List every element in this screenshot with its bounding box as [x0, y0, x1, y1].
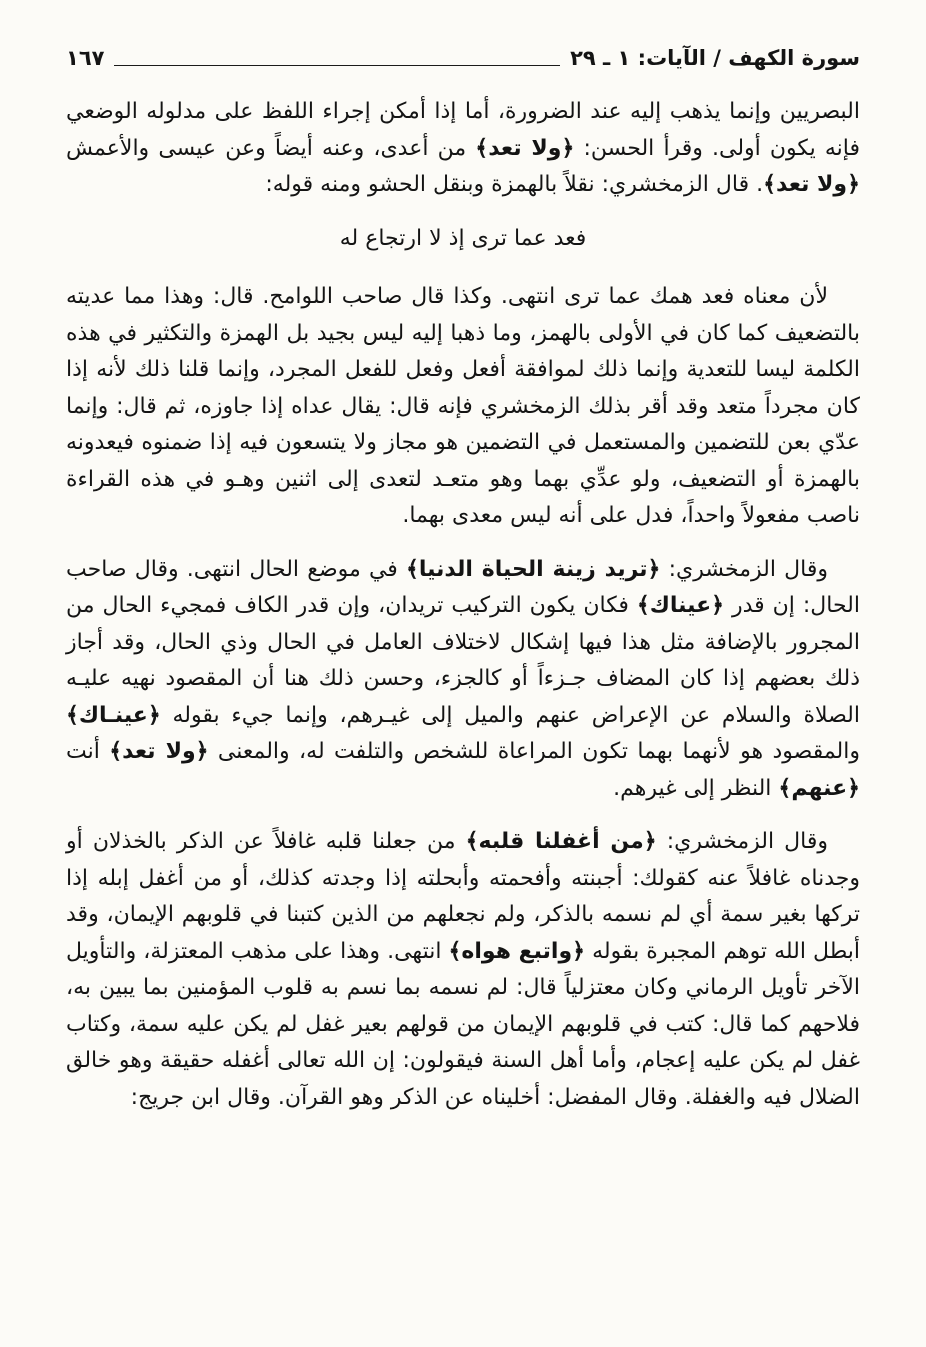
page-body [66, 94, 860, 1116]
text-run: والمقصود هو لأنهما بهما تكون المراعاة للشخص والتلفت له، والمعنى [208, 739, 860, 765]
text-run: في موضع الحال انتهى. وقال صاحب الحال: إن قدر [66, 556, 860, 619]
chapter-title: سورة الكهف / الآيات: ١ ـ ٢٩ [570, 46, 860, 70]
quran-quote: ﴿عينـاك﴾ [66, 702, 161, 728]
poetry-line [66, 221, 860, 258]
text-run: وقال الزمخشري: [660, 556, 828, 582]
text-run: وقال الزمخشري: [656, 829, 829, 855]
text-run: من جعلنا قلبه غافلاً عن الذكر بالخذلان أو وجدناه غافلاً عنه كقولك: أجبنته وأفحمته وأبحلته إذا وجدته كذلك، أو من أغفل إبله إذا تركها بغير سمة أي لم نسمه بالذكر، ولم نجعلهم من الذين كتبنا في قلوبهم الإيمان، وقد أبطل الله توهم المجبرة بقوله [66, 829, 860, 964]
paragraph [66, 552, 860, 808]
text-run: . قال الزمخشري: نقلاً بالهمزة وبنقل الحشو ومنه قوله: [265, 172, 764, 198]
quran-quote: ﴿ولا تعد﴾ [109, 739, 209, 765]
quran-quote: ﴿واتبع هواه﴾ [448, 938, 586, 964]
quran-quote: ﴿ولا تعد﴾ [763, 172, 860, 198]
paragraph [66, 94, 860, 204]
quran-quote: ﴿من أغفلنا قلبه﴾ [465, 829, 657, 855]
paragraph [66, 279, 860, 535]
page-number: ١٦٧ [66, 46, 105, 70]
text-run: فكان يكون التركيب تريدان، وإن قدر الكاف فمجيء الحال من المجرور بالإضافة مثل هذا فيها إشكال لاختلاف العامل في الحال وذي الحال، وقد أجاز ذلك بعضهم إذا كان المضاف جـزءاً أو كالجزء، وحسن ذلك هنا أن المقصود نهيه عليـه الصلاة والسلام عن الإعراض عنهم والميل إلى غيـرهم، وإنما جيء بقوله [66, 593, 860, 728]
text-run: انتهى. وهذا على مذهب المعتزلة، والتأويل الآخر تأويل الرماني وكان معتزلياً قال: لم نسمه بما نسم به قلوب المؤمنين بما يبين به، فلاحهم كما قال: كتب في قلوبهم الإيمان من قولهم بعير غفل لم يكن عليه سمة، وكتاب غفل لم يكن عليه إعجام، وأما أهل السنة فيقولون: إن الله تعالى أغفله حقيقة وهو خالق الضلال فيه والغفلة. وقال المفضل: أخليناه عن الذكر وهو القرآن. وقال ابن جريج: [66, 938, 860, 1110]
text-run: أنت [66, 739, 110, 765]
quran-quote: ﴿تريد زينة الحياة الدنيا﴾ [406, 556, 661, 582]
text-run: النظر إلى غيرهم. [613, 775, 779, 801]
text-run: فعد عما ترى إذ لا ارتجاع له [339, 225, 587, 251]
text-run: من أعدى، وعنه أيضاً وعن عيسى والأعمش [66, 135, 476, 161]
text-run: البصريين وإنما يذهب إليه عند الضرورة، أما إذا أمكن إجراء اللفظ على مدلوله الوضعي فإنه يكون أولى. وقرأ الحسن: [66, 99, 860, 161]
paragraph [66, 824, 860, 1116]
quran-quote: ﴿ولا تعد﴾ [475, 135, 575, 161]
quran-quote: ﴿عنهم﴾ [778, 775, 860, 801]
header-rule [114, 65, 560, 66]
text-run: لأن معناه فعد همك عما ترى انتهى. وكذا قال صاحب اللوامح. قال: وهذا مما عديته بالتضعيف كما كان في الأولى بالهمز، وما ذهبا إليه ليس بجيد بل الهمزة والتكثير في هذه الكلمة ليسا للتعدية وإنما ذلك لموافقة أفعل وفعل للفعل المجرد، وإنما قلنا ذلك لأنه إذا كان مجرداً متعد وقد أقر بذلك الزمخشري فإنه قال: يقال عداه إذا جاوزه، ثم قال: وإنما عدّي بعن للتضمين والمستعمل في التضمين هو مجاز ولا يتسعون فيه إذا ضمنوه فيعدونه بالهمزة أو التضعيف، ولو عدِّي بهما وهو متعـد لتعدى إلى اثنين وهـو في هذه القراءة ناصب مفعولاً واحداً، فدل على أنه ليس معدى بهما. [66, 284, 860, 529]
page-header [66, 46, 860, 70]
quran-quote: ﴿عيناك﴾ [636, 593, 725, 619]
